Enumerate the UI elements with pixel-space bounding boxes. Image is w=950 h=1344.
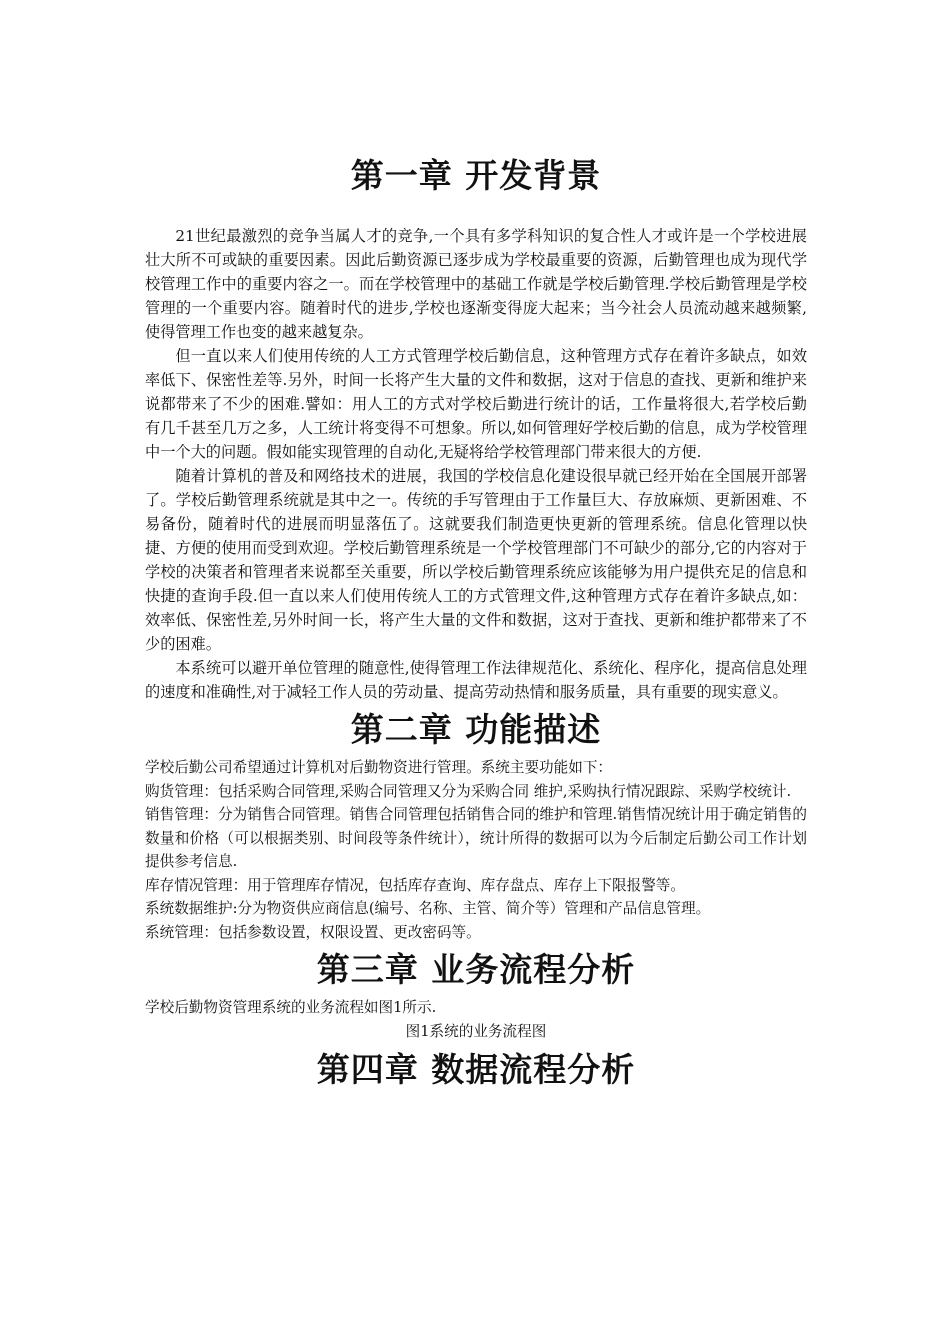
chapter-4-title: 第四章 数据流程分析 — [316, 1049, 636, 1089]
chapter-3 — [145, 944, 807, 1044]
chapter-2 — [145, 704, 807, 944]
chapter-2-purchase-management: 购货管理：包括采购合同管理,采购合同管理又分为采购合同 维护,采购执行情况跟踪、采购学校统计. — [145, 782, 792, 800]
chapter-2-title: 第二章 功能描述 — [350, 710, 602, 749]
chapter-1-paragraph-3: 随着计算机的普及和网络技术的进展，我国的学校信息化建设很早就已经开始在全国展开部署了。学校后勤管理系统就是其中之一。传统的手写管理由于工作量巨大、存放麻烦、更新困难、不易备份，随着时代的进展而明显落伍了。这就要我们制造更快更新的管理系统。信息化管理以快捷、方便的使用而受到欢迎。学校后勤管理系统是一个学校管理部门不可缺少的部分,它的内容对于学校的决策者和管理者来说都至关重要，所以学校后勤管理系统应该能够为用户提供充足的信息和快捷的查询手段.但一直以来人们使用传统人工的方式管理文件,这种管理方式存在着许多缺点,如：效率低、保密性差,另外时间一长，将产生大量的文件和数据，这对于查找、更新和维护都带来了不少的困难。 — [145, 467, 807, 653]
chapter-1 — [145, 150, 807, 704]
chapter-2-system-management: 系统管理：包括参数设置，权限设置、更改密码等。 — [145, 923, 481, 941]
chapter-1-paragraph-1: 21世纪最激烈的竞争当属人才的竞争,一个具有多学科知识的复合性人才或许是一个学校进展壮大所不可或缺的重要因素。因此后勤资源已逐步成为学校最重要的资源，后勤管理也成为现代学校管理工作中的重要内容之一。而在学校管理中的基础工作就是学校后勤管理.学校后勤管理是学校管理的一个重要内容。随着时代的进步,学校也逐渐变得庞大起来；当今社会人员流动越来越频繁,使得管理工作也变的越来越复杂。 — [145, 227, 807, 341]
document-page — [145, 150, 807, 1096]
chapter-4 — [145, 1044, 807, 1096]
chapter-3-title: 第三章 业务流程分析 — [316, 950, 636, 989]
chapter-3-intro: 学校后勤物资管理系统的业务流程如图1所示. — [145, 999, 437, 1016]
chapter-2-data-maintenance: 系统数据维护:分为物资供应商信息(编号、名称、主管、简介等）管理和产品信息管理。 — [145, 900, 711, 917]
chapter-2-inventory-management: 库存情况管理：用于管理库存情况，包括库存查询、库存盘点、库存上下限报警等。 — [145, 876, 685, 894]
chapter-2-sales-management: 销售管理：分为销售合同管理。销售合同管理包括销售合同的维护和管理.销售情况统计用于确定销售的数量和价格（可以根据类别、时间段等条件统计），统计所得的数据可以为今后制定后勤公司工作计划提供参考信息. — [145, 806, 807, 870]
chapter-1-paragraph-4: 本系统可以避开单位管理的随意性,使得管理工作法律规范化、系统化、程序化，提高信息处理的速度和准确性,对于减轻工作人员的劳动量、提高劳动热情和服务质量，具有重要的现实意义。 — [145, 659, 807, 701]
figure-1-caption: 图1系统的业务流程图 — [405, 1022, 547, 1040]
chapter-2-intro: 学校后勤公司希望通过计算机对后勤物资进行管理。系统主要功能如下： — [145, 759, 613, 776]
chapter-1-paragraph-2: 但一直以来人们使用传统的人工方式管理学校后勤信息，这种管理方式存在着许多缺点，如效率低下、保密性差等.另外，时间一长将产生大量的文件和数据，这对于信息的查找、更新和维护来说都带来了不少的困难.譬如：用人工的方式对学校后勤进行统计的话，工作量将很大,若学校后勤有几千甚至几万之多，人工统计将变得不可想象。所以,如何管理好学校后勤的信息，成为学校管理中一个大的问题。假如能实现管理的自动化,无疑将给学校管理部门带来很大的方便. — [145, 347, 807, 461]
chapter-1-title: 第一章 开发背景 — [350, 156, 602, 195]
